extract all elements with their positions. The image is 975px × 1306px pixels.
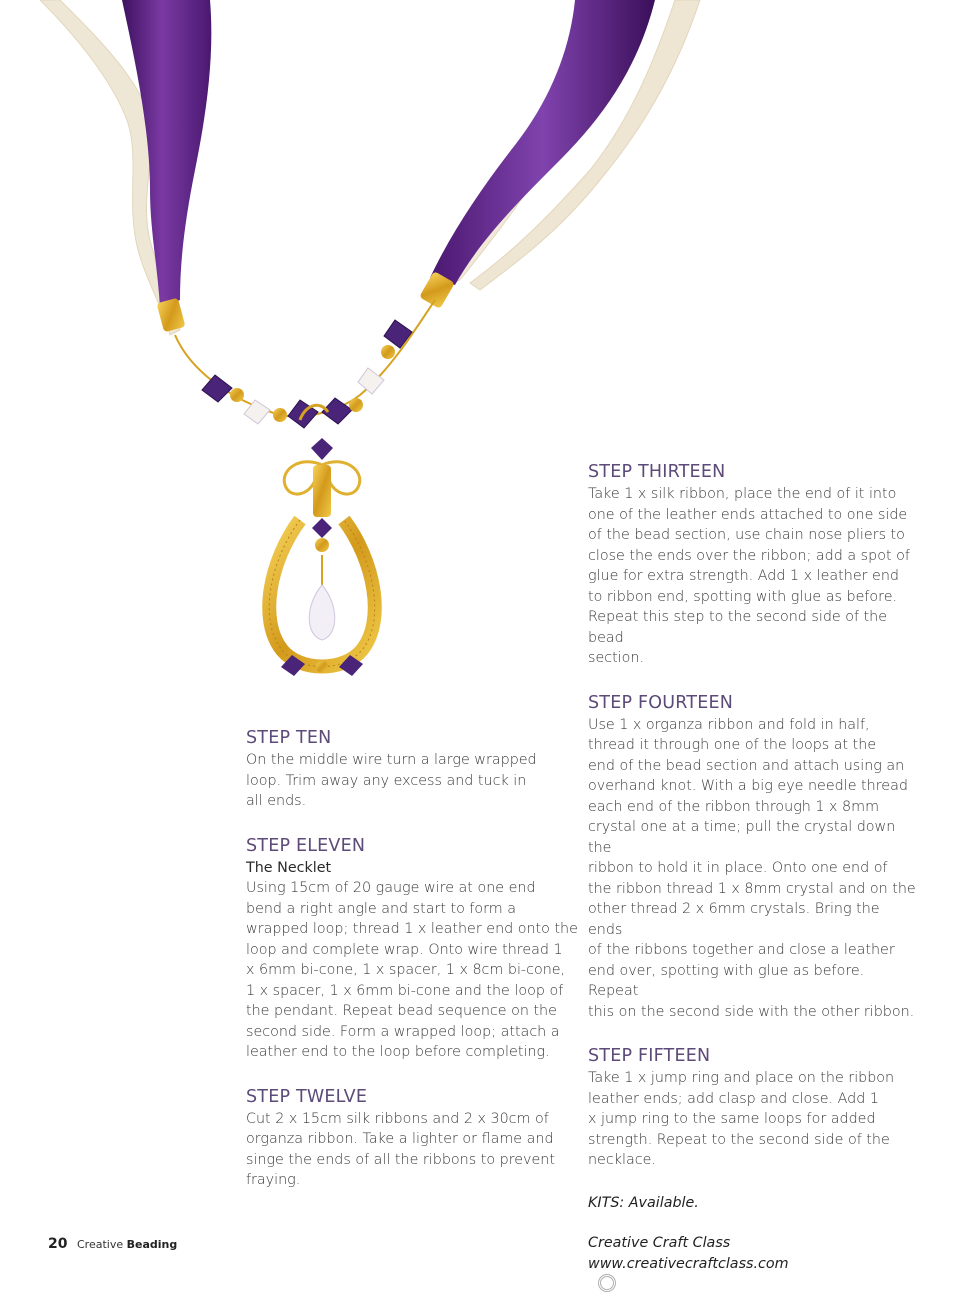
text-line: Take 1 x jump ring and place on the ribbon <box>588 1070 895 1086</box>
page-footer <box>48 1236 177 1252</box>
step-fourteen <box>588 691 918 1023</box>
text-line: this on the second side with the other ribbon. <box>588 1003 915 1020</box>
text-line: Use 1 x organza ribbon and fold in half, <box>588 716 870 733</box>
text-line: bend a right angle and start to form a <box>246 900 517 917</box>
step-thirteen <box>588 460 918 669</box>
pendant <box>269 405 375 676</box>
credit-block <box>588 1233 918 1292</box>
text-line: 1 x spacer, 1 x 6mm bi-cone and the loop of <box>246 982 564 999</box>
step-ten <box>246 726 581 812</box>
text-line: On the middle wire turn a large wrapped <box>246 752 537 768</box>
left-column <box>246 726 581 1213</box>
text-line: x 6mm bi-cone, 1 x spacer, 1 x 8cm bi-cone, <box>246 962 566 978</box>
text-line: one of the leather ends attached to one side <box>588 506 908 523</box>
text-line: overhand knot. With a big eye needle thread <box>588 778 908 794</box>
text-line: necklace. <box>588 1152 656 1168</box>
text-line: ribbon to hold it in place. Onto one end of <box>588 860 888 876</box>
text-line: wrapped loop; thread 1 x leather end onto the <box>246 921 578 937</box>
text-line: end over, spotting with glue as before. Repeat <box>588 962 865 999</box>
text-line: Repeat this step to the second side of the bead <box>588 609 888 646</box>
text-line: leather end to the loop before completing. <box>246 1044 550 1060</box>
step-twelve-heading: STEP TWELVE <box>246 1086 368 1107</box>
text-line: section. <box>588 650 645 666</box>
text-line: crystal one at a time; pull the crystal down the <box>588 819 896 856</box>
text-line: close the ends over the ribbon; add a spot of <box>588 547 910 564</box>
text-line: the ribbon thread 1 x 8mm crystal and on the <box>588 880 916 897</box>
text-line: strength. Repeat to the second side of the <box>588 1131 890 1148</box>
text-line: x jump ring to the same loops for added <box>588 1111 876 1127</box>
text-line: glue for extra strength. Add 1 x leather end <box>588 568 899 584</box>
step-eleven <box>246 834 581 1063</box>
text-line: end of the bead section and attach using an <box>588 757 905 774</box>
step-ten-text <box>246 750 581 812</box>
magazine-name-light: Creative <box>76 1238 124 1251</box>
text-line: other thread 2 x 6mm crystals. Bring the ends <box>588 901 880 938</box>
step-fifteen-heading: STEP FIFTEEN <box>588 1046 711 1066</box>
magazine-name-bold: Beading <box>126 1238 178 1251</box>
credit-url[interactable]: www.creativecraftclass.com <box>588 1255 789 1272</box>
text-line: loop. Trim away any excess and tuck in <box>246 772 527 789</box>
step-ten-heading: STEP TEN <box>246 728 332 748</box>
text-line: second side. Form a wrapped loop; attach a <box>246 1023 560 1040</box>
text-line: to ribbon end, spotting with glue as before. <box>588 588 898 605</box>
step-eleven-subheading: The Necklet <box>246 859 332 876</box>
text-line: of the bead section, use chain nose pliers to <box>588 527 905 543</box>
text-line: singe the ends of all the ribbons to prevent <box>246 1151 555 1168</box>
text-line: thread it through one of the loops at the <box>588 737 877 753</box>
kits-availability: KITS: Available. <box>588 1194 699 1211</box>
step-fourteen-heading: STEP FOURTEEN <box>588 692 734 713</box>
text-line: loop and complete wrap. Onto wire thread 1 <box>246 941 563 958</box>
text-line: each end of the ribbon through 1 x 8mm <box>588 798 880 815</box>
right-column <box>588 460 918 1306</box>
text-line: all ends. <box>246 793 307 809</box>
text-line: fraying. <box>246 1172 301 1188</box>
text-line: of the ribbons together and close a leather <box>588 942 895 958</box>
credit-url-line <box>588 1254 918 1293</box>
step-fifteen <box>588 1044 918 1171</box>
text-line: leather ends; add clasp and close. Add 1 <box>588 1090 879 1107</box>
end-of-article-icon <box>598 1274 616 1292</box>
credit-name: Creative Craft Class <box>588 1235 731 1251</box>
page-number: 20 <box>48 1236 68 1252</box>
text-line: Using 15cm of 20 gauge wire at one end <box>246 880 536 896</box>
text-line: the pendant. Repeat bead sequence on the <box>246 1003 557 1019</box>
text-line: organza ribbon. Take a lighter or flame and <box>246 1131 554 1147</box>
text-line: Cut 2 x 15cm silk ribbons and 2 x 30cm of <box>246 1110 549 1127</box>
step-eleven-heading: STEP ELEVEN <box>246 835 366 856</box>
text-line: Take 1 x silk ribbon, place the end of it into <box>588 486 897 502</box>
step-thirteen-heading: STEP THIRTEEN <box>588 462 726 482</box>
step-twelve <box>246 1085 581 1191</box>
